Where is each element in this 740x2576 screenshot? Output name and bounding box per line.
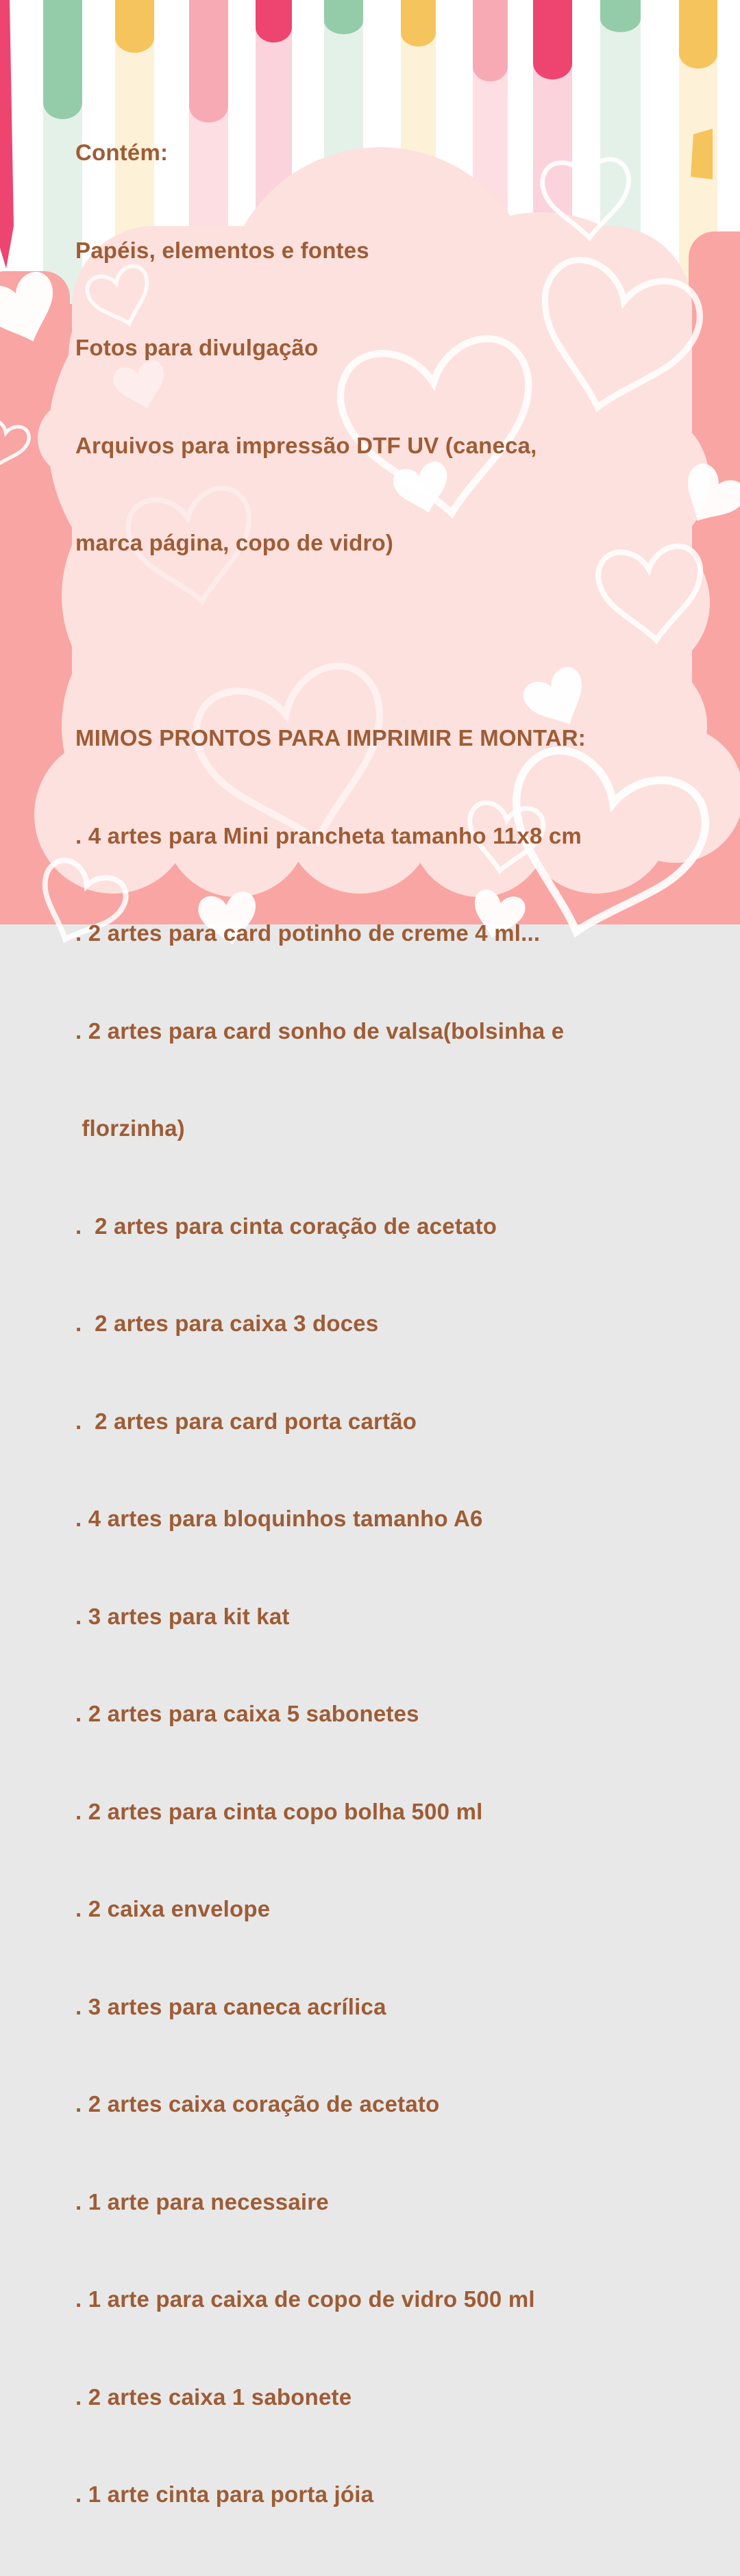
list-item: . 2 artes para cinta copo bolha 500 ml (75, 1798, 483, 1824)
list-item: . 2 artes para card potinho de creme 4 ml... (75, 920, 541, 946)
list-item: . 4 artes para bloquinhos tamanho A6 (75, 1506, 483, 1531)
intro-line: marca página, copo de vidro) (75, 530, 394, 555)
list-item: . 2 artes para caixa 3 doces (75, 1311, 379, 1336)
list-item: . 2 artes para caixa 5 sabonetes (75, 1701, 419, 1726)
list-item: . 2 artes para card sonho de valsa(bolsinha e (75, 1018, 565, 1044)
intro-line: Fotos para divulgação (75, 335, 319, 360)
list-item: . 1 arte para necessaire (75, 2188, 329, 2214)
list-item: . 1 arte cinta para porta jóia (75, 2482, 374, 2507)
list-item: . 2 artes caixa coração de acetato (75, 2091, 440, 2117)
flyer-text (75, 71, 586, 2576)
list-item: . 2 artes para cinta coração de acetato (75, 1213, 497, 1239)
list-item: . 2 artes para card porta cartão (75, 1408, 417, 1434)
intro-line: Papéis, elementos e fontes (75, 237, 369, 263)
list-item: florzinha) (75, 1115, 185, 1141)
list-item: . 4 artes para Mini prancheta tamanho 11x8 cm (75, 822, 582, 848)
list-item: . 3 artes para kit kat (75, 1603, 290, 1629)
list-item: . 1 arte para caixa de copo de vidro 500 ml (75, 2286, 535, 2312)
section-heading: MIMOS PRONTOS PARA IMPRIMIR E MONTAR: (75, 725, 587, 750)
list-item: . 2 caixa envelope (75, 1896, 271, 1921)
intro-title: Contém: (75, 140, 169, 165)
spacer (75, 624, 586, 657)
list-item: . 2 artes caixa 1 sabonete (75, 2384, 352, 2410)
list-item: . 3 artes para caneca acrílica (75, 1993, 386, 2019)
intro-line: Arquivos para impressão DTF UV (caneca, (75, 432, 537, 458)
